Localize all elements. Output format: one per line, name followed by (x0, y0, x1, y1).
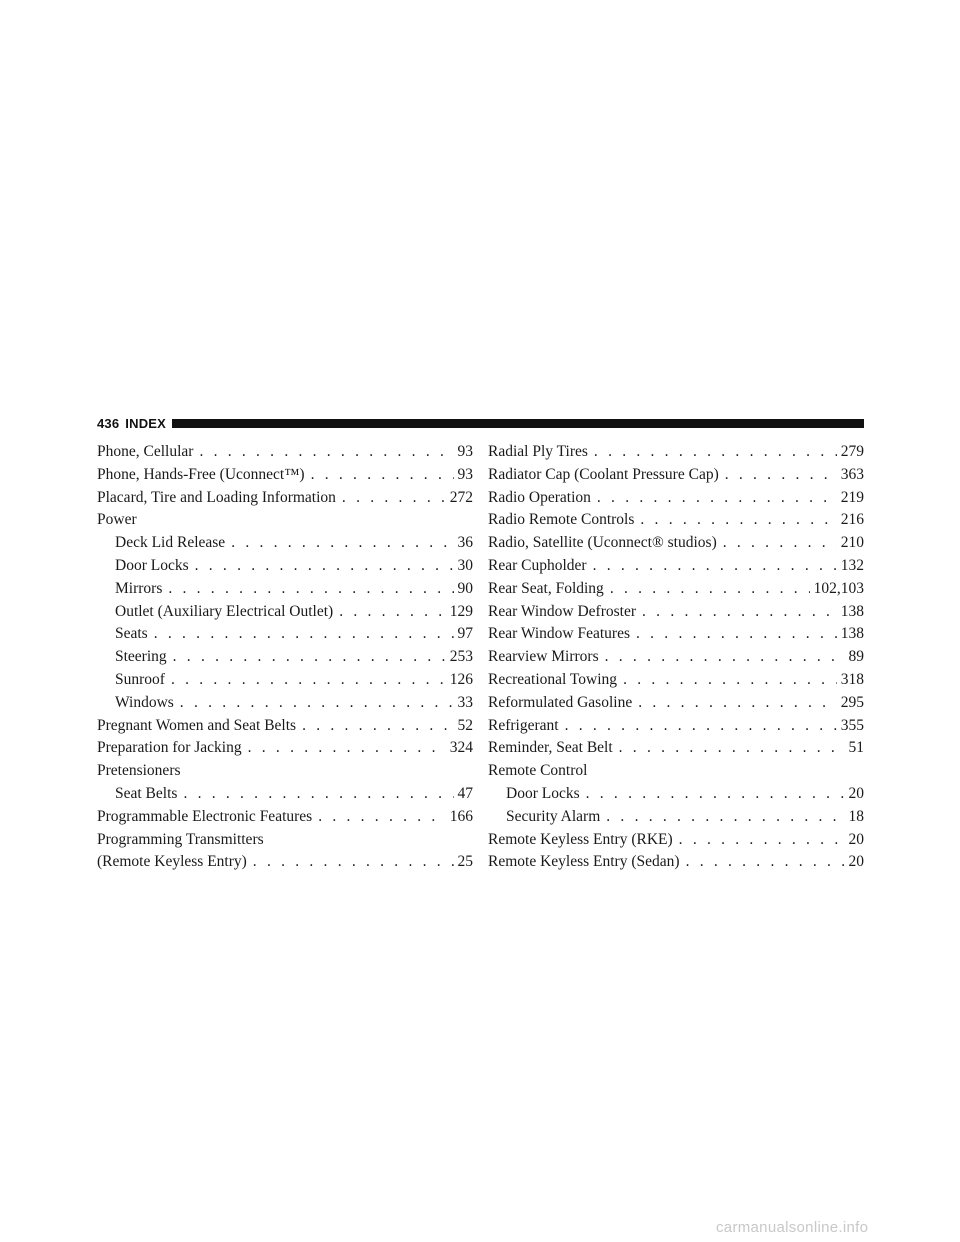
dot-leader (302, 715, 453, 738)
entry-label: Sunroof (115, 670, 165, 688)
entry-page-number: 295 (840, 693, 864, 711)
entry-label: Rear Cupholder (488, 556, 587, 574)
entry-page-number: 18 (848, 807, 864, 825)
entry-label: Mirrors (115, 579, 163, 597)
index-entry (488, 464, 864, 487)
index-entry (97, 464, 473, 487)
entry-label: Deck Lid Release (115, 534, 226, 552)
entry-label: Preparation for Jacking (97, 739, 242, 757)
index-entry (97, 829, 473, 852)
entry-label: Pregnant Women and Seat Belts (97, 716, 297, 734)
index-entry (97, 715, 473, 738)
dot-leader (593, 555, 837, 578)
index-entry (97, 737, 473, 760)
dot-leader (183, 783, 453, 806)
entry-page-number: 47 (457, 784, 473, 802)
entry-label: Reformulated Gasoline (488, 693, 633, 711)
dot-leader (606, 806, 844, 829)
entry-page-number: 20 (848, 853, 864, 871)
entry-label: Pretensioners (97, 762, 181, 780)
index-entry (488, 441, 864, 464)
index-entry (488, 487, 864, 510)
index-entry (97, 509, 473, 532)
entry-label: Rear Window Features (488, 625, 630, 643)
entry-label: Rear Window Defroster (488, 602, 637, 620)
index-subentry (97, 623, 473, 646)
index-subentry (97, 783, 473, 806)
dot-leader (168, 578, 453, 601)
index-entry (97, 760, 473, 783)
index-entry (97, 851, 473, 874)
page-number: 436 (97, 415, 120, 431)
entry-label: Remote Keyless Entry (RKE) (488, 830, 673, 848)
header-rule (172, 419, 864, 428)
index-subentry (97, 669, 473, 692)
dot-leader (173, 646, 446, 669)
entry-page-number: 20 (848, 830, 864, 848)
dot-leader (642, 601, 837, 624)
index-entry (488, 715, 864, 738)
entry-page-number: 33 (457, 693, 473, 711)
entry-label: Radio Remote Controls (488, 511, 635, 529)
dot-leader (723, 532, 837, 555)
index-subentry (97, 532, 473, 555)
index-entry (488, 578, 864, 601)
dot-leader (248, 737, 446, 760)
entry-label: Phone, Cellular (97, 443, 194, 460)
entry-label: Phone, Hands-Free (Uconnect™) (97, 465, 305, 483)
dot-leader (638, 692, 837, 715)
watermark: carmanualsonline.info (716, 1219, 869, 1236)
entry-page-number: 102,103 (813, 579, 864, 597)
entry-page-number: 51 (848, 739, 864, 757)
index-column-left (97, 441, 473, 874)
entry-label: Remote Keyless Entry (Sedan) (488, 853, 680, 871)
entry-label: Recreational Towing (488, 670, 618, 688)
dot-leader (586, 783, 845, 806)
entry-label: Seat Belts (115, 784, 178, 802)
index-entry (488, 760, 864, 783)
entry-label: Remote Control (488, 762, 588, 780)
index-column-right (488, 441, 864, 874)
index-entry (488, 532, 864, 555)
entry-page-number: 97 (457, 625, 473, 643)
dot-leader (342, 487, 446, 510)
entry-page-number: 253 (449, 648, 473, 666)
index-entry (488, 669, 864, 692)
page-header (97, 414, 864, 432)
index-subentry (97, 555, 473, 578)
entry-page-number: 52 (457, 716, 473, 734)
entry-label: Placard, Tire and Loading Information (97, 488, 336, 506)
index-entry (97, 806, 473, 829)
entry-label: (Remote Keyless Entry) (97, 853, 247, 871)
entry-label: Radiator Cap (Coolant Pressure Cap) (488, 465, 719, 483)
index-subentry (488, 806, 864, 829)
index-entry (488, 509, 864, 532)
dot-leader (565, 715, 837, 738)
dot-leader (619, 737, 845, 760)
entry-page-number: 132 (840, 556, 864, 574)
entry-page-number: 30 (457, 556, 473, 574)
entry-page-number: 216 (840, 511, 864, 529)
index-entry (488, 623, 864, 646)
dot-leader (171, 669, 446, 692)
entry-page-number: 324 (449, 739, 473, 757)
dot-leader (686, 851, 845, 874)
index-subentry (97, 601, 473, 624)
dot-leader (725, 464, 837, 487)
entry-label: Windows (115, 693, 174, 711)
index-entry (488, 646, 864, 669)
dot-leader (597, 487, 837, 510)
entry-page-number: 138 (840, 602, 864, 620)
dot-leader (679, 829, 845, 852)
entry-label: Rear Seat, Folding (488, 579, 604, 597)
entry-page-number: 129 (449, 602, 473, 620)
entry-label: Outlet (Auxiliary Electrical Outlet) (115, 602, 334, 620)
index-subentry (97, 646, 473, 669)
index-entry (488, 851, 864, 874)
entry-page-number: 89 (848, 648, 864, 666)
entry-label: Radial Ply Tires (488, 443, 588, 460)
dot-leader (154, 623, 454, 646)
entry-page-number: 318 (840, 670, 864, 688)
entry-label: Power (97, 511, 137, 529)
dot-leader (199, 441, 453, 464)
index-entry (488, 601, 864, 624)
dot-leader (339, 601, 446, 624)
entry-page-number: 93 (457, 443, 473, 460)
index-entry (488, 829, 864, 852)
entry-label: Reminder, Seat Belt (488, 739, 613, 757)
entry-page-number: 90 (457, 579, 473, 597)
entry-label: Refrigerant (488, 716, 559, 734)
entry-label: Programmable Electronic Features (97, 807, 313, 825)
entry-page-number: 138 (840, 625, 864, 643)
entry-page-number: 20 (848, 784, 864, 802)
index-subentry (97, 692, 473, 715)
index-entry (97, 487, 473, 510)
entry-label: Rearview Mirrors (488, 648, 599, 666)
index-subentry (97, 578, 473, 601)
entry-page-number: 279 (840, 443, 864, 460)
entry-page-number: 166 (449, 807, 473, 825)
dot-leader (610, 578, 810, 601)
entry-label: Radio, Satellite (Uconnect® studios) (488, 534, 717, 552)
entry-page-number: 210 (840, 534, 864, 552)
entry-page-number: 25 (457, 853, 473, 871)
index-entry (488, 737, 864, 760)
entry-label: Door Locks (115, 556, 189, 574)
dot-leader (640, 509, 836, 532)
dot-leader (253, 851, 454, 874)
index-entry (97, 441, 473, 464)
entry-label: Door Locks (506, 784, 580, 802)
index-entry (488, 555, 864, 578)
entry-label: Security Alarm (506, 807, 601, 825)
entry-page-number: 219 (840, 488, 864, 506)
entry-page-number: 93 (457, 465, 473, 483)
entry-page-number: 272 (449, 488, 473, 506)
dot-leader (231, 532, 453, 555)
dot-leader (180, 692, 454, 715)
entry-page-number: 363 (840, 465, 864, 483)
entry-page-number: 36 (457, 534, 473, 552)
dot-leader (311, 464, 454, 487)
dot-leader (636, 623, 837, 646)
entry-page-number: 355 (840, 716, 864, 734)
dot-leader (623, 669, 837, 692)
index-entry (488, 692, 864, 715)
entry-label: Radio Operation (488, 488, 591, 506)
index-subentry (488, 783, 864, 806)
dot-leader (318, 806, 446, 829)
entry-label: Seats (115, 625, 148, 643)
dot-leader (195, 555, 454, 578)
dot-leader (594, 441, 837, 464)
section-title: INDEX (125, 415, 167, 431)
entry-page-number: 126 (449, 670, 473, 688)
entry-label: Programming Transmitters (97, 830, 264, 848)
dot-leader (605, 646, 845, 669)
entry-label: Steering (115, 648, 167, 666)
